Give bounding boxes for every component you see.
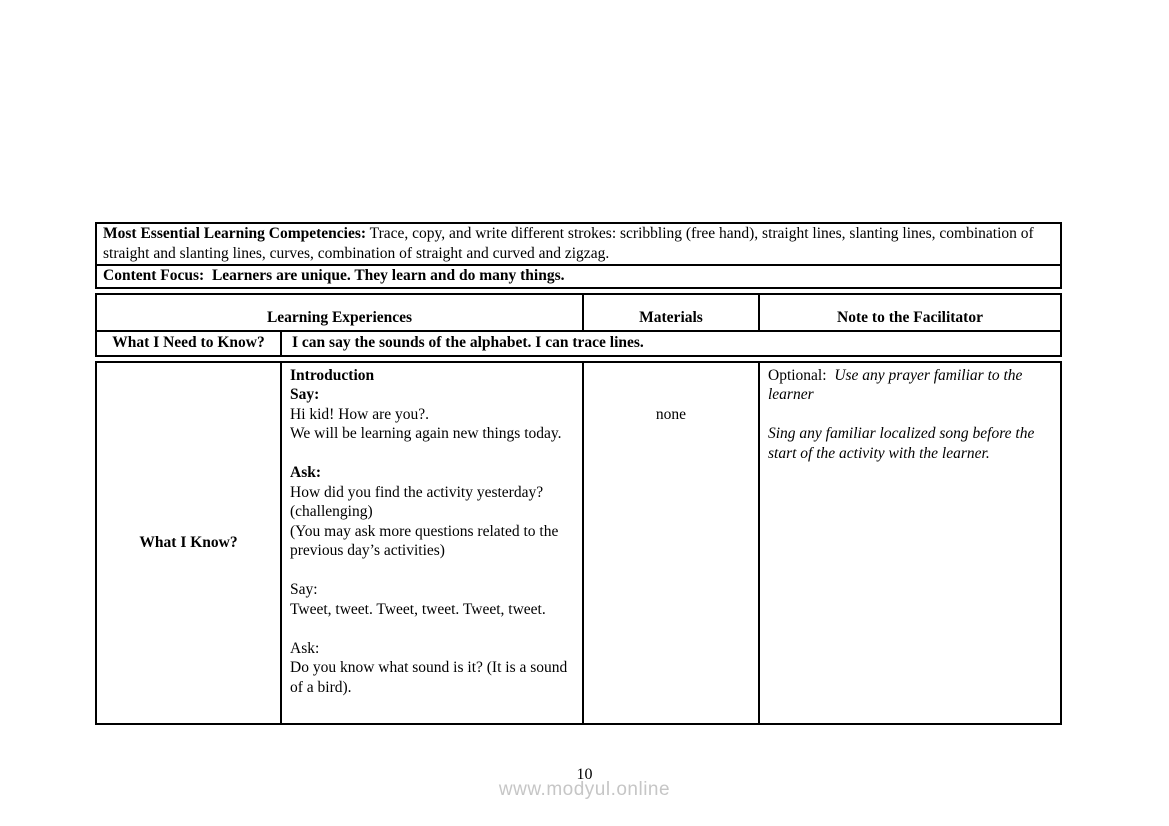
- note-to-facilitator-cell: [760, 363, 1060, 723]
- learning-experiences-cell: [282, 363, 582, 723]
- say-text: We will be learning again new things today.: [290, 425, 562, 442]
- say-text: Hi kid! How are you?.: [290, 405, 430, 423]
- what-i-know-label: What I Know?: [97, 363, 280, 723]
- column-header-learning-experiences: Learning Experiences: [97, 295, 582, 330]
- melc-label: Most Essential Learning Competencies:: [103, 225, 367, 242]
- sing-note: Sing any familiar localized song before the start of the activity with the learner.: [768, 425, 1039, 462]
- what-i-need-to-know-value: I can say the sounds of the alphabet. I can trace lines.: [282, 332, 1060, 355]
- header-section: [95, 293, 1062, 357]
- watermark-text: www.modyul.online: [498, 779, 671, 800]
- materials-value: none: [655, 405, 687, 423]
- ask-block: [290, 639, 574, 698]
- introduction-heading: Introduction: [290, 366, 375, 384]
- melc-text: Trace, copy, and write different strokes: scribbling (free hand), straight lines, slanting lines, combination of straight and slanting lines, curves, combination of straight and curved and zigzag.: [103, 225, 1038, 262]
- what-i-need-to-know-label: What I Need to Know?: [97, 332, 280, 355]
- ask-label: Ask:: [290, 639, 320, 657]
- competencies-section: [95, 222, 1062, 289]
- page-number: 10: [576, 766, 593, 783]
- optional-text: Use any prayer familiar to the learner: [768, 366, 1027, 403]
- introduction-block: [290, 366, 574, 444]
- ask-text: (You may ask more questions related to the previous day’s activities): [290, 522, 563, 559]
- optional-label: Optional:: [768, 366, 827, 384]
- melc-cell: [97, 224, 1060, 264]
- lesson-plan-table: [95, 222, 1062, 725]
- ask-block: [290, 463, 574, 561]
- materials-cell: [584, 363, 758, 723]
- say-block: [290, 580, 574, 619]
- say-label: Say:: [290, 386, 320, 403]
- ask-text: How did you find the activity yesterday? (challenging): [290, 483, 547, 520]
- ask-text: Do you know what sound is it? (It is a sound of a bird).: [290, 659, 572, 696]
- optional-note: [768, 366, 1052, 405]
- content-focus-label: Content Focus:: [103, 267, 205, 284]
- content-focus-text: Learners are unique. They learn and do many things.: [204, 267, 565, 284]
- say-label: Say:: [290, 581, 318, 598]
- body-section: [95, 361, 1062, 725]
- say-text: Tweet, tweet. Tweet, tweet. Tweet, tweet.: [290, 600, 546, 618]
- ask-label: Ask:: [290, 464, 322, 481]
- content-focus-cell: [97, 266, 1060, 287]
- column-header-materials: Materials: [584, 295, 758, 330]
- column-header-note-to-facilitator: Note to the Facilitator: [760, 295, 1060, 330]
